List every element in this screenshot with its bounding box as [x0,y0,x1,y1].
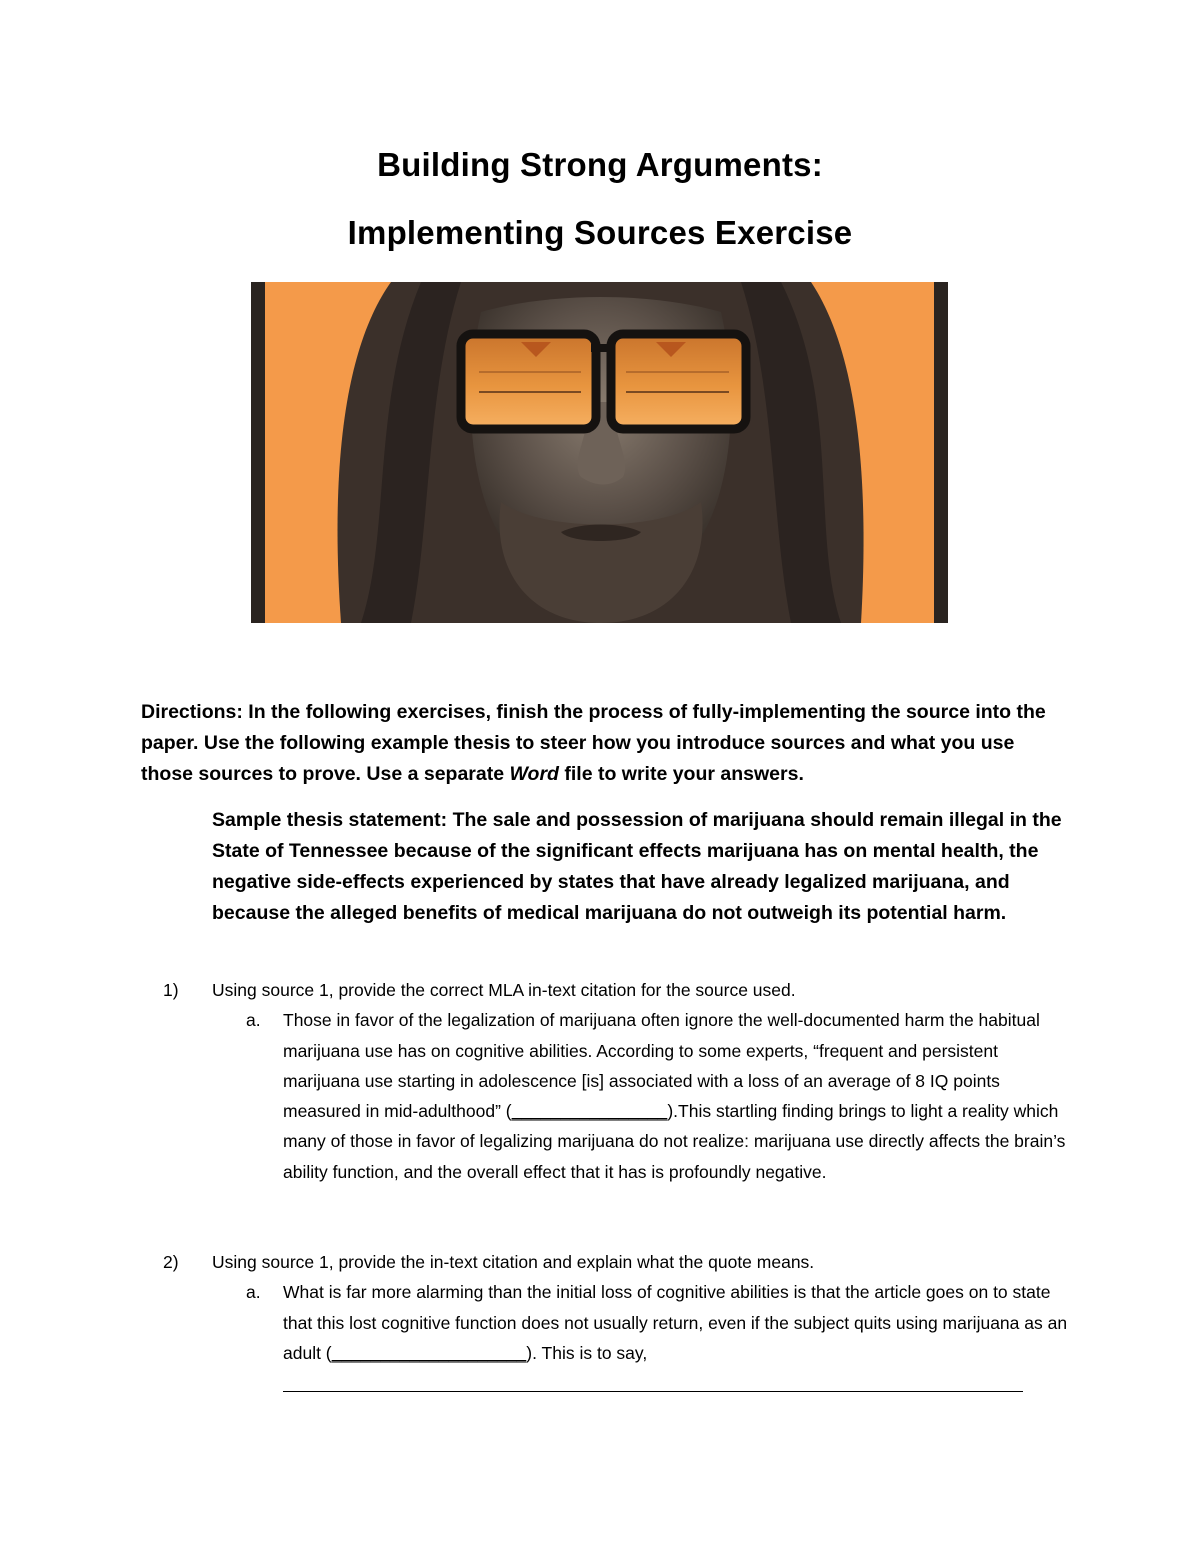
question-1 [0,975,1200,1235]
sub-text-after: ). This is to say, [526,1342,648,1363]
answer-line[interactable] [283,1391,1023,1392]
word-italic: Word [509,763,559,785]
document-title-line-1: Building Strong Arguments: [377,146,823,183]
citation-blank[interactable]: ________________ [511,1101,668,1122]
directions-paragraph [141,697,1071,790]
sub-text-before: What is far more alarming than the initial loss of cognitive abilities is that the article goes on to state that this lost cognitive function does not usually return, even if the subject quits using marijuana as an adult ( [283,1282,1068,1363]
sub-text-before: Those in favor of the legalization of marijuana often ignore the well-documented harm the habitual marijuana use has on cognitive abilities. According to some experts, “frequent and persistent marijuana use starting in adolescence [is] associated with a loss of an average of 8 IQ points measured in mid-adulthood” ( [283,1010,1040,1122]
question-prompt: Using source 1, provide the in-text citation and explain what the quote means. [212,1252,815,1272]
thesis-text: The sale and possession of marijuana should remain illegal in the State of Tennessee because of the significant effects marijuana has on mental health, the negative side-effects experienced by states that have already legalized marijuana, and because the alleged benefits of medical marijuana do not outweigh its potential harm. [212,809,1062,924]
directions-label: Directions: [141,701,243,723]
sub-item-letter: a. [246,1282,261,1303]
sub-item-letter: a. [246,1010,261,1031]
question-number: 2) [163,1252,179,1272]
question-prompt: Using source 1, provide the correct MLA in-text citation for the source used. [212,980,796,1000]
poster-illustration [251,282,948,623]
sub-item-text [283,1005,1073,1187]
directions-text: In the following exercises, finish the process of fully-implementing the source into the paper. Use the following example thesis to steer how you introduce sources and what you use those sources to prove. Use a separate [141,701,1046,785]
directions-text-end: file to write your answers. [558,763,804,785]
sub-item-text [283,1277,1073,1368]
document-title-line-2: Implementing Sources Exercise [347,214,853,251]
question-2 [0,1247,1200,1387]
citation-blank[interactable]: ____________________ [331,1342,527,1363]
sample-thesis-paragraph [212,805,1062,929]
question-number: 1) [163,980,179,1000]
thesis-label: Sample thesis statement: [212,809,448,831]
sub-text-after: ).This startling finding brings to light a reality which many of those in favor of legalizing marijuana do not realize: marijuana use directly affects the brain’s ability function, and the overall effect that it has is profoundly negative. [283,1101,1066,1182]
